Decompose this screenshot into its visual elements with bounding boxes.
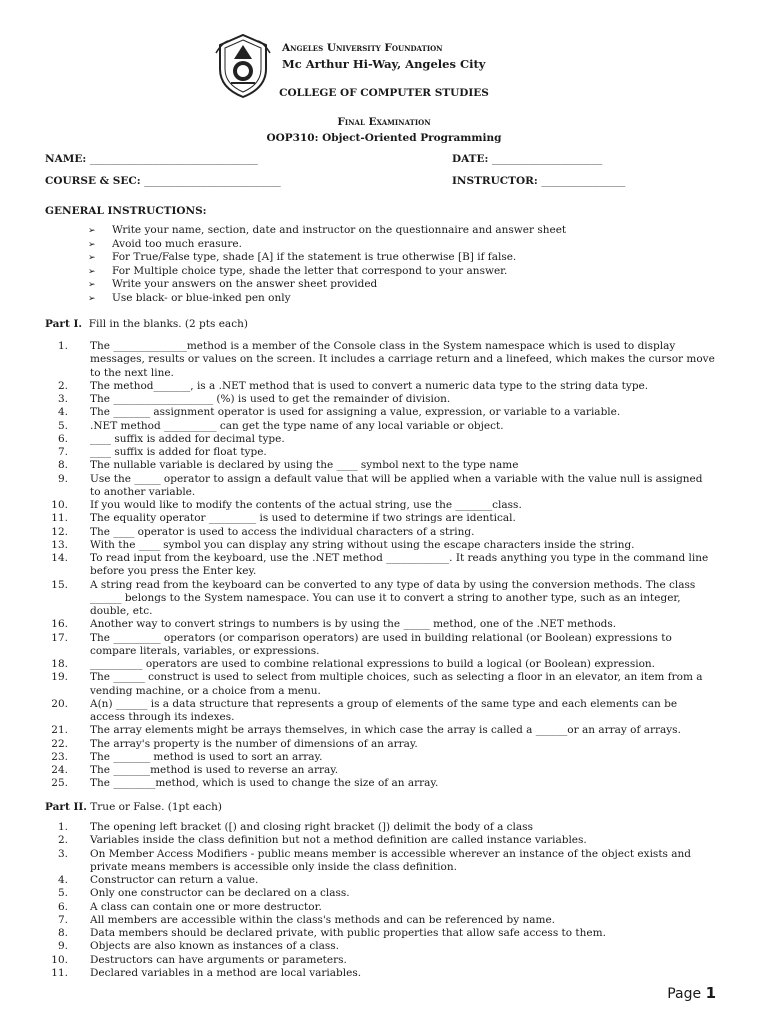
question-text: The array's property is the number of dimensions of an array. xyxy=(90,737,418,750)
question-number: 18. xyxy=(51,658,68,670)
question-text: Only one constructor can be declared on a class. xyxy=(90,887,350,900)
instructor-label: INSTRUCTOR: xyxy=(452,175,538,187)
question-number: 11. xyxy=(51,512,68,525)
arrow-bullet-icon: ➢ xyxy=(88,253,96,264)
question-text: A(n) ______ is a data structure that represents a group of elements of the same type and each elements can be access through its indexes. xyxy=(90,697,681,723)
question-item xyxy=(45,552,715,579)
question-number: 21. xyxy=(51,724,68,737)
question-text: ____ suffix is added for float type. xyxy=(90,446,267,458)
instructor-field xyxy=(452,175,625,187)
part2-title: True or False. (1pt each) xyxy=(90,801,223,813)
course-section-field xyxy=(45,175,281,187)
question-text: With the ____ symbol you can display any string without using the escape characters inside the string. xyxy=(90,538,635,551)
question-text: The ___________________ (%) is used to get the remainder of division. xyxy=(90,393,451,405)
instruction-item xyxy=(88,224,566,238)
question-text: Variables inside the class definition but not a method definition are called instance variables. xyxy=(90,834,587,847)
question-number: 15. xyxy=(51,578,68,591)
instruction-text: For True/False type, shade [A] if the statement is true otherwise [B] if false. xyxy=(112,251,517,264)
question-item xyxy=(45,874,715,887)
question-item xyxy=(45,671,715,698)
question-item xyxy=(45,526,715,539)
question-text: .NET method __________ can get the type name of any local variable or object. xyxy=(90,419,504,432)
name-label: NAME: xyxy=(45,153,87,165)
question-item xyxy=(45,512,715,525)
question-item xyxy=(45,887,715,900)
question-text: The _________ operators (or comparison operators) are used in building relational (or Boolean) expressions to compare literals, variables, or expressions. xyxy=(90,631,676,657)
question-text: Objects are also known as instances of a class. xyxy=(90,940,339,953)
question-number: 9. xyxy=(57,472,68,485)
page-footer xyxy=(667,984,716,1002)
question-item xyxy=(45,393,715,406)
question-number: 12. xyxy=(51,525,68,538)
question-text: Use the _____ operator to assign a default value that will be applied when a variable with the value null is assigned to another variable. xyxy=(90,472,706,498)
instructions-heading: GENERAL INSTRUCTIONS: xyxy=(45,205,207,217)
instruction-text: Write your answers on the answer sheet provided xyxy=(112,278,378,291)
question-number: 8. xyxy=(57,459,68,472)
course-title: OOP310: Object-Oriented Programming xyxy=(266,132,502,144)
question-text: To read input from the keyboard, use the .NET method ____________. It reads anything you type in the command line before you press the Enter key. xyxy=(90,552,712,578)
question-item xyxy=(45,658,715,671)
question-item xyxy=(45,940,715,953)
question-item xyxy=(45,764,715,777)
question-item xyxy=(45,618,715,631)
instruction-item xyxy=(88,265,566,279)
instructions-list xyxy=(88,224,566,306)
question-number: 22. xyxy=(51,737,68,750)
question-text: The _______ assignment operator is used for assigning a value, expression, or variable to a variable. xyxy=(90,406,621,419)
question-number: 5. xyxy=(57,887,68,900)
question-text: The _______method is used to reverse an array. xyxy=(90,764,339,776)
question-text: The equality operator _________ is used to determine if two strings are identical. xyxy=(90,512,516,525)
question-item xyxy=(45,380,715,393)
question-number: 25. xyxy=(51,777,68,790)
part1-title: Fill in the blanks. (2 pts each) xyxy=(88,318,248,330)
question-number: 2. xyxy=(57,379,68,392)
question-item xyxy=(45,901,715,914)
question-text: The _______ method is used to sort an array. xyxy=(90,750,323,763)
arrow-bullet-icon: ➢ xyxy=(88,293,96,304)
question-text: A string read from the keyboard can be converted to any type of data by using the conversion methods. The class ______ belongs to the System namespace. You can use it to convert a string to another type, such as an integer, double, etc. xyxy=(90,578,699,617)
instruction-text: For Multiple choice type, shade the letter that correspond to your answer. xyxy=(112,264,508,277)
arrow-bullet-icon: ➢ xyxy=(88,266,96,277)
course-section-blank: __________________________ xyxy=(144,175,281,187)
exam-title: Final Examination xyxy=(337,116,431,128)
question-text: Data members should be declared private, with public properties that allow safe access to them. xyxy=(90,927,606,939)
question-number: 8. xyxy=(57,927,68,939)
question-text: ____ suffix is added for decimal type. xyxy=(90,432,285,445)
question-number: 9. xyxy=(57,940,68,953)
university-name: Angeles University Foundation xyxy=(282,42,443,54)
question-text: The opening left bracket ([) and closing right bracket (]) delimit the body of a class xyxy=(90,821,533,833)
question-number: 10. xyxy=(51,953,68,966)
question-number: 4. xyxy=(57,874,68,886)
question-number: 16. xyxy=(51,618,68,631)
course-section-label: COURSE & SEC: xyxy=(45,175,141,187)
date-field xyxy=(452,153,602,165)
question-number: 5. xyxy=(57,419,68,432)
instruction-item xyxy=(88,251,566,265)
arrow-bullet-icon: ➢ xyxy=(88,280,96,291)
name-blank: ________________________________ xyxy=(89,153,258,165)
question-number: 13. xyxy=(51,538,68,551)
question-number: 20. xyxy=(51,697,68,710)
question-item xyxy=(45,420,715,433)
question-item xyxy=(45,834,715,847)
question-item xyxy=(45,777,715,790)
question-item xyxy=(45,406,715,419)
question-number: 7. xyxy=(57,446,68,458)
part1-question-list xyxy=(45,340,719,791)
question-number: 23. xyxy=(51,750,68,763)
question-text: The array elements might be arrays themselves, in which case the array is called a ______or an array of arrays. xyxy=(90,724,681,737)
question-number: 6. xyxy=(57,432,68,445)
date-label: DATE: xyxy=(452,153,489,165)
question-item xyxy=(45,459,715,472)
question-text: The ________method, which is used to change the size of an array. xyxy=(90,777,439,790)
question-text: Destructors can have arguments or parameters. xyxy=(90,953,347,966)
question-item xyxy=(45,927,715,940)
question-number: 10. xyxy=(51,499,68,511)
question-item xyxy=(45,738,715,751)
question-text: The ____ operator is used to access the individual characters of a string. xyxy=(90,525,475,538)
question-item xyxy=(45,967,715,980)
question-item xyxy=(45,539,715,552)
question-item xyxy=(45,579,715,619)
question-text: A class can contain one or more destructor. xyxy=(90,900,322,913)
question-number: 3. xyxy=(57,393,68,405)
question-number: 1. xyxy=(57,340,68,352)
question-text: Declared variables in a method are local variables. xyxy=(90,966,362,979)
question-item xyxy=(45,446,715,459)
name-field xyxy=(45,153,258,165)
instruction-text: Use black- or blue-inked pen only xyxy=(112,291,291,304)
instruction-text: Write your name, section, date and instructor on the questionnaire and answer sheet xyxy=(112,224,567,236)
question-item xyxy=(45,751,715,764)
question-item xyxy=(45,698,715,725)
question-number: 14. xyxy=(51,552,68,564)
question-text: All members are accessible within the class's methods and can be referenced by name. xyxy=(90,913,556,926)
question-item xyxy=(45,724,715,737)
part1-label: Part I. xyxy=(45,318,83,330)
question-item xyxy=(45,632,715,659)
page-label: Page xyxy=(667,986,702,1002)
question-item xyxy=(45,821,715,834)
college-name: COLLEGE OF COMPUTER STUDIES xyxy=(279,87,489,99)
question-text: Another way to convert strings to numbers is by using the _____ method, one of the .NET methods. xyxy=(90,618,617,631)
question-text: If you would like to modify the contents of the actual string, use the _______class. xyxy=(90,499,522,511)
instructor-blank: ________________ xyxy=(541,175,626,187)
question-number: 1. xyxy=(57,821,68,833)
university-address: Mc Arthur Hi-Way, Angeles City xyxy=(282,57,486,71)
arrow-bullet-icon: ➢ xyxy=(88,226,96,236)
question-number: 6. xyxy=(57,900,68,913)
question-item xyxy=(45,914,715,927)
question-number: 3. xyxy=(57,847,68,860)
question-text: On Member Access Modifiers - public means member is accessible wherever an instance of the object exists and private means members is accessible only inside the class definition. xyxy=(90,847,695,873)
question-item xyxy=(45,499,715,512)
instruction-item xyxy=(88,238,566,252)
part2-label: Part II. xyxy=(45,801,87,813)
question-number: 11. xyxy=(51,966,68,979)
question-text: The method_______, is a .NET method that is used to convert a numeric data type to the string data type. xyxy=(90,379,649,392)
question-number: 17. xyxy=(51,631,68,644)
part1-heading xyxy=(45,318,248,330)
question-number: 2. xyxy=(57,834,68,847)
question-item xyxy=(45,433,715,446)
part2-question-list xyxy=(45,821,715,980)
question-number: 4. xyxy=(57,406,68,419)
date-blank: _____________________ xyxy=(492,153,603,165)
question-text: __________ operators are used to combine relational expressions to build a logical (or Boolean) expression. xyxy=(90,658,655,670)
question-text: The ______ construct is used to select from multiple choices, such as selecting a floor in an elevator, an item from a vending machine, or a choice from a menu. xyxy=(90,671,706,697)
instruction-item xyxy=(88,292,566,306)
part2-heading xyxy=(45,801,222,813)
question-number: 19. xyxy=(51,671,68,684)
question-item xyxy=(45,954,715,967)
instruction-item xyxy=(88,278,566,292)
question-text: Constructor can return a value. xyxy=(90,874,259,886)
question-number: 24. xyxy=(51,764,68,776)
question-item xyxy=(45,848,715,875)
arrow-bullet-icon: ➢ xyxy=(88,239,96,250)
question-text: The nullable variable is declared by using the ____ symbol next to the type name xyxy=(90,459,519,472)
question-text: The ______________method is a member of the Console class in the System namespace which is used to display messages, results or values on the screen. It includes a carriage return and a linefeed, which makes the cursor move to the next line. xyxy=(90,340,719,379)
page-number: 1 xyxy=(705,984,716,1002)
question-number: 7. xyxy=(57,913,68,926)
question-item xyxy=(45,473,715,500)
instruction-text: Avoid too much erasure. xyxy=(112,237,242,250)
question-item xyxy=(45,340,719,380)
